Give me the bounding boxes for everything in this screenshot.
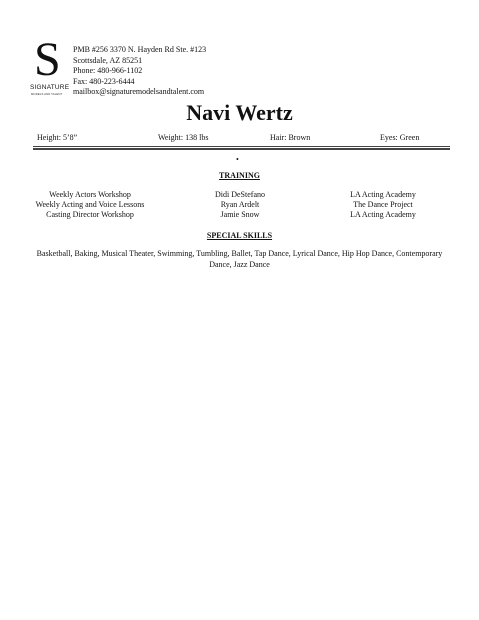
training-course: Weekly Actors Workshop xyxy=(49,190,131,199)
training-course: Weekly Acting and Voice Lessons xyxy=(35,200,145,210)
training-school: LA Acting Academy xyxy=(350,190,416,199)
training-heading: TRAINING xyxy=(219,171,260,180)
agency-fax: Fax: 480-223-6444 xyxy=(73,76,135,86)
special-skills-text: Basketball, Baking, Musical Theater, Swimming, Tumbling, Ballet, Tap Dance, Lyrical Dance, Hip Hop Dance, Contemporary Dance, Jazz Dance xyxy=(36,249,443,269)
agency-email: mailbox@signaturemodelsandtalent.com xyxy=(73,87,205,97)
training-course-column xyxy=(20,190,160,221)
training-course: Casting Director Workshop xyxy=(46,210,134,220)
agency-contact-block xyxy=(73,45,206,98)
stat-height: Height: 5’8” xyxy=(37,133,78,142)
agency-phone: Phone: 480-966-1102 xyxy=(73,66,143,76)
agency-address-line1: PMB #256 3370 N. Hayden Rd Ste. #123 xyxy=(73,45,207,54)
agency-address-line2: Scottsdale, AZ 85251 xyxy=(73,55,143,65)
logo-wordmark: SIGNATURE xyxy=(30,84,70,91)
divider-mark: • xyxy=(236,155,239,164)
training-instructor: Didi DeStefano xyxy=(215,190,265,199)
logo-tagline: MODELS AND TALENT xyxy=(31,92,63,96)
talent-name: Navi Wertz xyxy=(186,100,293,125)
divider-line-thick xyxy=(33,148,450,150)
training-instructor: Jamie Snow xyxy=(220,210,260,220)
stat-eyes: Eyes: Green xyxy=(380,133,420,142)
training-school-column xyxy=(330,190,436,221)
stat-hair: Hair: Brown xyxy=(270,133,311,142)
training-instructor: Ryan Ardelt xyxy=(220,200,260,210)
stat-weight: Weight: 138 lbs xyxy=(158,133,209,142)
training-school: The Dance Project xyxy=(353,200,413,210)
logo-letter: S xyxy=(34,33,59,86)
training-school: LA Acting Academy xyxy=(350,210,416,220)
divider-line-thin xyxy=(33,146,450,147)
agency-logo xyxy=(30,33,70,96)
training-instructor-column xyxy=(180,190,300,221)
special-skills-heading: SPECIAL SKILLS xyxy=(206,231,273,240)
